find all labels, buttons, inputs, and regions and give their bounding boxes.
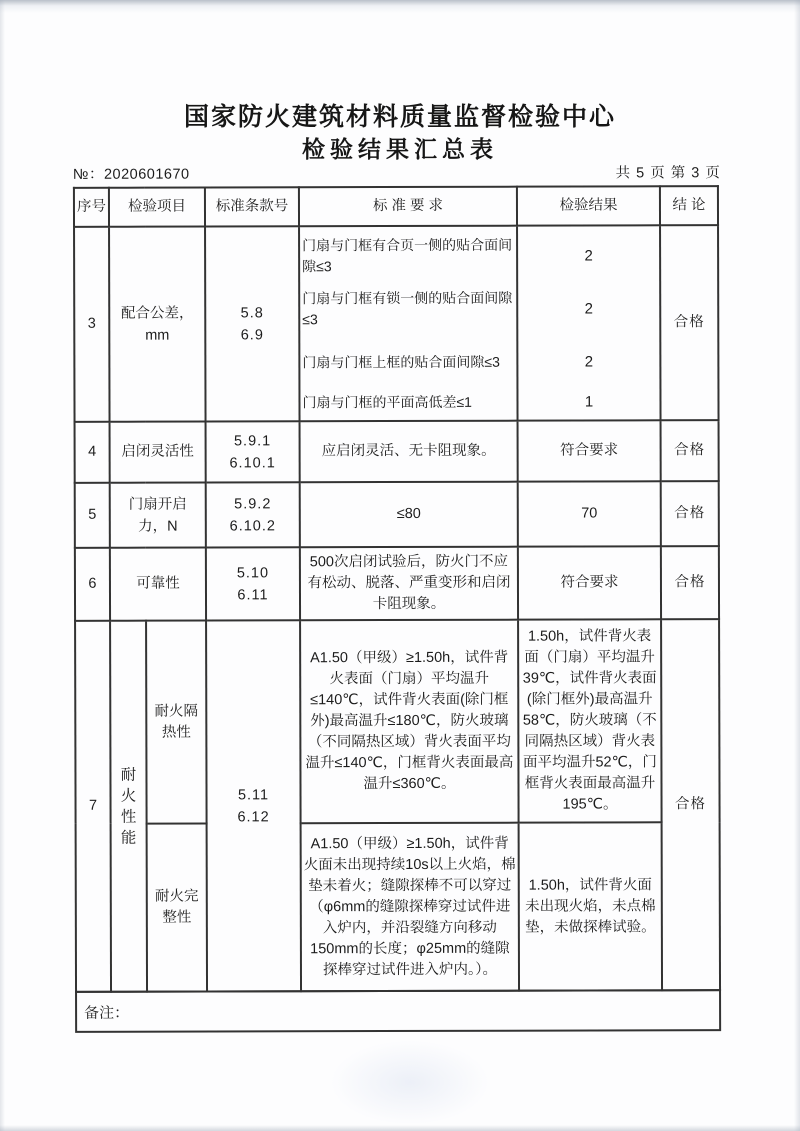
row5-seq: 5 [75, 483, 110, 548]
remarks-box [75, 989, 721, 1033]
row7-sub2-result: 1.50h，试件背火面未出现火焰，未点棉垫，未做探棒试验。 [519, 822, 662, 990]
row5-clause-1: 5.9.2 [234, 495, 272, 512]
header-result: 检验结果 [517, 186, 660, 225]
row3-requirement-4: 门扇与门框的平面高低差≤1 [302, 393, 472, 411]
row7-clause [206, 620, 301, 991]
table-row-5 [75, 481, 719, 548]
row3-result-3: 2 [584, 352, 594, 371]
row7-sub2-name: 耐火完整性 [147, 824, 207, 992]
row3-clause-2: 6.9 [240, 326, 264, 343]
remarks-label: 备注： [84, 1004, 130, 1022]
report-sheet [73, 162, 723, 1033]
report-number: №：2020601670 [72, 166, 190, 183]
row5-result: 70 [518, 481, 661, 546]
row7-sub1-name: 耐火隔热性 [146, 621, 207, 824]
row3-requirement-cell [299, 226, 518, 422]
row4-clause [206, 421, 300, 482]
row3-requirement-3: 门扇与门框上框的贴合面间隙≤3 [302, 353, 500, 370]
row7-sub1-requirement: A1.50（甲级）≥1.50h，试件背火表面（门扇）平均温升≤140℃，试件背火表面(除门框外)最高温升≤180℃，防火玻璃（不同隔热区域）背火表面平均温升≤140℃，门框背火表面最高温升≤360℃。 [300, 620, 519, 824]
row3-item-line1: 配合公差， [120, 305, 194, 322]
header-seq: 序号 [74, 188, 109, 227]
header-conclusion: 结 论 [660, 186, 718, 225]
row7-clause-2: 6.12 [237, 808, 270, 825]
row4-clause-1: 5.9.1 [233, 432, 272, 449]
summary-table [73, 185, 721, 993]
org-title: 国家防火建筑材料质量监督检验中心 [183, 103, 616, 131]
row5-conclusion: 合格 [661, 481, 719, 546]
row7-conclusion: 合格 [661, 619, 720, 990]
table-row-7a [75, 619, 720, 824]
row3-requirement-2: 门扇与门框有锁一侧的贴合面间隙≤3 [302, 289, 513, 328]
row6-item: 可靠性 [110, 548, 206, 621]
row6-clause [206, 547, 300, 620]
row4-conclusion: 合格 [661, 420, 719, 481]
header-item: 检验项目 [109, 188, 205, 227]
row3-seq: 3 [74, 227, 110, 422]
row6-result: 符合要求 [518, 546, 661, 619]
row4-seq: 4 [75, 422, 110, 483]
scan-edge-top [0, 0, 800, 13]
row3-clause-1: 5.8 [240, 304, 264, 321]
row4-clause-2: 6.10.1 [229, 454, 276, 471]
row3-result-1: 2 [584, 246, 593, 265]
row6-conclusion: 合格 [661, 546, 719, 619]
page-indicator: 共 5 页 第 3 页 [615, 165, 721, 182]
row7-sub2-requirement: A1.50（甲级）≥1.50h，试件背火面未出现持续10s以上火焰，棉垫未着火；缝隙探棒不可以穿过（φ6mm的缝隙探棒穿过试件进入炉内，并沿裂缝方向移动150mm的长度；φ25mm的缝隙探棒穿过试件进入炉内。）。 [301, 823, 519, 992]
row5-item [110, 483, 206, 548]
row7-clause-1: 5.11 [237, 786, 270, 803]
table-row-3 [74, 225, 719, 422]
row7-item-vertical: 耐火性能 [120, 766, 137, 847]
row6-seq: 6 [75, 548, 110, 621]
row5-clause-2: 6.10.2 [229, 517, 276, 534]
row3-result-4: 1 [584, 393, 594, 411]
scan-smudge [330, 1040, 490, 1125]
row4-item: 启闭灵活性 [110, 422, 206, 483]
scan-edge-left [0, 0, 5, 1131]
row7-sub1-result: 1.50h，试件背火表面（门扇）平均温升39℃，试件背火表面(除门框外)最高温升58℃，防火玻璃（不同隔热区域）背火表面平均温升52℃，门框背火表面最高温升195℃。 [518, 619, 662, 822]
row3-requirement-1: 门扇与门框有合页一侧的贴合面间隙≤3 [302, 236, 513, 275]
row3-item [109, 227, 206, 422]
row5-item-line1: 门扇开启 [128, 496, 187, 513]
scan-edge-right [794, 0, 800, 1131]
row6-clause-2: 6.11 [237, 586, 269, 603]
header-clause: 标准条款号 [205, 187, 299, 226]
row3-result-2: 2 [584, 299, 593, 318]
row6-requirement: 500次启闭试验后，防火门不应有松动、脱落、严重变形和启闭卡阻现象。 [300, 547, 518, 621]
header-requirement: 标 准 要 求 [299, 187, 517, 227]
table-row-7b [76, 822, 720, 992]
table-row-6 [75, 546, 719, 621]
document-title: 检验结果汇总表 [302, 136, 498, 162]
row3-conclusion: 合格 [660, 225, 719, 420]
row5-clause [206, 482, 300, 547]
row5-requirement: ≤80 [300, 482, 518, 548]
row7-seq: 7 [75, 621, 111, 992]
table-header-row [74, 186, 718, 227]
row7-item-group [110, 621, 147, 992]
row4-result: 符合要求 [518, 420, 661, 481]
row6-clause-1: 5.10 [236, 564, 270, 581]
meta-row [73, 162, 721, 184]
row3-result-cell [517, 225, 661, 420]
table-row-4 [75, 420, 719, 483]
row5-item-line2: 力，N [138, 518, 178, 535]
scan-edge-bottom [0, 1125, 800, 1131]
row3-item-line2: mm [145, 327, 170, 344]
row3-clause [205, 226, 300, 421]
row4-requirement: 应启闭灵活、无卡阻现象。 [300, 421, 518, 483]
